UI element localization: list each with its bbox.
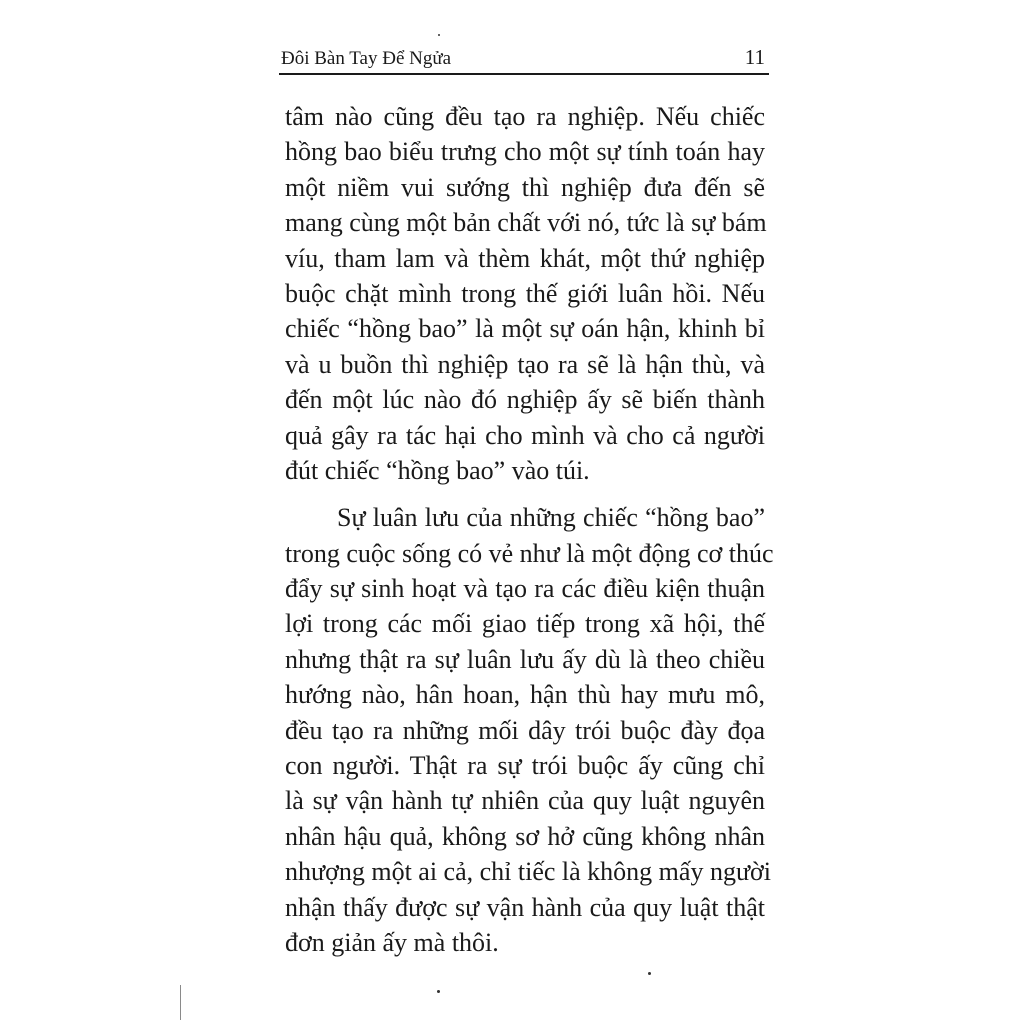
text-line: đẩy sự sinh hoạt và tạo ra các điều kiện thuận: [285, 574, 765, 604]
text-line: và u buồn thì nghiệp tạo ra sẽ là hận thù, và: [285, 349, 765, 379]
text-line: quả gây ra tác hại cho mình và cho cả người: [285, 420, 765, 450]
scan-speck: [648, 972, 651, 975]
text-line: nhưng thật ra sự luân lưu ấy dù là theo chiều: [285, 644, 765, 674]
text-line: đút chiếc “hồng bao” vào túi.: [285, 455, 590, 485]
running-head: [281, 46, 767, 72]
text-line: chiếc “hồng bao” là một sự oán hận, khinh bỉ: [285, 314, 765, 344]
scan-speck: [437, 990, 440, 993]
text-line: đơn giản ấy mà thôi.: [285, 927, 499, 957]
text-line: hồng bao biểu trưng cho một sự tính toán hay: [285, 137, 765, 167]
text-line: tâm nào cũng đều tạo ra nghiệp. Nếu chiếc: [285, 102, 765, 131]
text-line: víu, tham lam và thèm khát, một thứ nghiệp: [285, 243, 765, 273]
scan-edge-mark: [180, 985, 181, 1020]
header-rule: [279, 73, 769, 75]
text-line: nhượng một ai cả, chỉ tiếc là không mấy người: [285, 857, 772, 887]
paragraph-1: [285, 99, 765, 488]
text-line: trong cuộc sống có vẻ như là một động cơ thúc: [285, 538, 774, 568]
text-line: một niềm vui sướng thì nghiệp đưa đến sẽ: [285, 172, 765, 202]
text-line: hướng nào, hân hoan, hận thù hay mưu mô,: [285, 680, 765, 710]
running-title: Đôi Bàn Tay Để Ngửa: [281, 48, 452, 69]
text-line: Sự luân lưu của những chiếc “hồng bao”: [337, 503, 765, 533]
scan-speck: [438, 34, 440, 36]
body-text: [285, 99, 774, 960]
text-line: nhận thấy được sự vận hành của quy luật thật: [285, 892, 765, 922]
text-line: mang cùng một bản chất với nó, tức là sự bám: [285, 208, 767, 238]
text-line: là sự vận hành tự nhiên của quy luật nguyên: [285, 786, 765, 816]
text-line: buộc chặt mình trong thế giới luân hồi. Nếu: [285, 278, 765, 308]
text-line: con người. Thật ra sự trói buộc ấy cũng chỉ: [285, 751, 765, 781]
text-line: đều tạo ra những mối dây trói buộc đày đọa: [285, 715, 765, 745]
page-number: 11: [744, 45, 765, 69]
text-line: đến một lúc nào đó nghiệp ấy sẽ biến thành: [285, 385, 765, 415]
paragraph-2: [285, 500, 774, 960]
text-line: nhân hậu quả, không sơ hở cũng không nhân: [285, 821, 765, 851]
paragraph-gap: [285, 488, 765, 500]
text-line: lợi trong các mối giao tiếp trong xã hội, thế: [285, 609, 765, 639]
